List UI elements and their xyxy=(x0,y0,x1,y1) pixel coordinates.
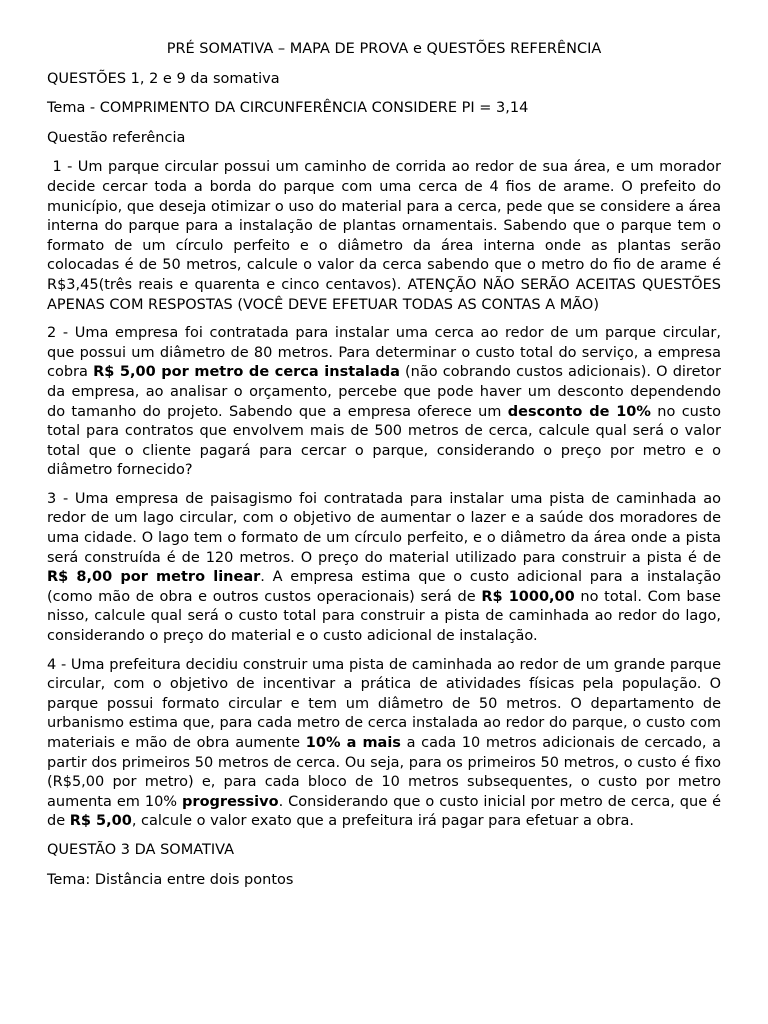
question-3 xyxy=(47,490,721,647)
question-3-price-highlight: R$ 8,00 por metro linear xyxy=(47,569,261,586)
question-2-discount-highlight: desconto de 10% xyxy=(507,403,651,420)
reference-question-label: Questão referência xyxy=(47,129,186,146)
theme-circumference: Tema - COMPRIMENTO DA CIRCUNFERÊNCIA CONSIDERE PI = 3,14 xyxy=(47,100,529,117)
question-4-text-part1: 4 - Uma prefeitura decidiu construir uma pista de caminhada ao redor de um grande parque circular, com o objetivo de incentivar a prática de atividades físicas pela população. O parque possui formato circular e tem um diâmetro de 50 metros. O departamento de urbanismo estima que, para cada metro de cerca instalada ao redor do parque, o custo com materiais e mão de obra aumente xyxy=(47,656,721,751)
question-4 xyxy=(47,656,721,832)
document-title: PRÉ SOMATIVA – MAPA DE PROVA e QUESTÕES REFERÊNCIA xyxy=(166,41,602,57)
question-2-price-highlight: R$ 5,00 por metro de cerca instalada xyxy=(93,364,400,381)
question-3-text-part3: no total. Com base nisso, calcule qual será o custo total para construir a pista de caminhada ao redor do lago, considerando o preço do material e o custo adicional de instalação. xyxy=(47,588,721,645)
question-4-progressive-highlight: progressivo xyxy=(182,793,279,810)
question-4-text-part4: , calcule o valor exato que a prefeitura irá pagar para efetuar a obra. xyxy=(131,813,635,830)
question-2-text-part2: (não cobrando custos adicionais). O diretor da empresa, ao analisar o orçamento, percebe que pode haver um desconto dependendo do tamanho do projeto. Sabendo que a empresa oferece um xyxy=(47,364,722,420)
theme-distance: Tema: Distância entre dois pontos xyxy=(47,871,294,888)
section-heading-somativa-1-2-9: QUESTÕES 1, 2 e 9 da somativa xyxy=(47,70,280,87)
question-2-text-part3: no custo total para contratos que envolvem mais de 500 metros de cerca, calcule qual será o valor total que o cliente pagará para cercar o parque, considerando o preço por metro e o diâmetro fornecido? xyxy=(47,403,721,479)
question-2-text-part1: 2 - Uma empresa foi contratada para instalar uma cerca ao redor de um parque circular, que possui um diâmetro de 80 metros. Para determinar o custo total do serviço, a empresa cobra xyxy=(47,325,721,381)
question-4-text-part2: a cada 10 metros adicionais de cercado, a partir dos primeiros 50 metros de cerca. Ou seja, para os primeiros 50 metros, o custo é fixo (R$5,00 por metro) e, para cada bloco de 10 metros subsequentes, o custo por metro aumenta em 10% xyxy=(47,735,721,810)
question-4-increase-highlight: 10% a mais xyxy=(305,735,401,751)
question-3-cost-highlight: R$ 1000,00 xyxy=(481,588,575,605)
question-2 xyxy=(47,324,721,481)
question-4-price-highlight: R$ 5,00 xyxy=(69,813,132,830)
section-heading-somativa-3: QUESTÃO 3 DA SOMATIVA xyxy=(47,841,235,858)
question-1 xyxy=(47,158,726,315)
question-3-text-part2: . A empresa estima que o custo adicional para a instalação (como mão de obra e outros custos operacionais) será de xyxy=(47,569,722,605)
question-3-text-part1: 3 - Uma empresa de paisagismo foi contratada para instalar uma pista de caminhada ao redor de um lago circular, com o objetivo de aumentar o lazer e a saúde dos moradores de uma cidade. O lago tem o formato de um círculo perfeito, e o diâmetro da área onde a pista será construída é de 120 metros. O preço do material utilizado para construir a pista é de xyxy=(47,490,721,566)
question-4-text-part3: . Considerando que o custo inicial por metro de cerca, que é de xyxy=(47,793,721,830)
question-1-text: 1 - Um parque circular possui um caminho de corrida ao redor de sua área, e um morador decide cercar toda a borda do parque com uma cerca de 4 fios de arame. O prefeito do município, que deseja otimizar o uso do material para a cerca, pede que se considere a área interna do parque para a instalação de plantas ornamentais. Sabendo que o parque tem o formato de um círculo perfeito e o diâmetro da área interna onde as plantas serão colocadas é de 50 metros, calcule o valor da cerca sabendo que o metro do fio de arame é R$3,45(três reais e quarenta e cinco centavos). ATENÇÃO NÃO SERÃO ACEITAS QUESTÕES APENAS COM RESPOSTAS (VOCÊ DEVE EFETUAR TODAS AS CONTAS A MÃO) xyxy=(47,159,726,313)
